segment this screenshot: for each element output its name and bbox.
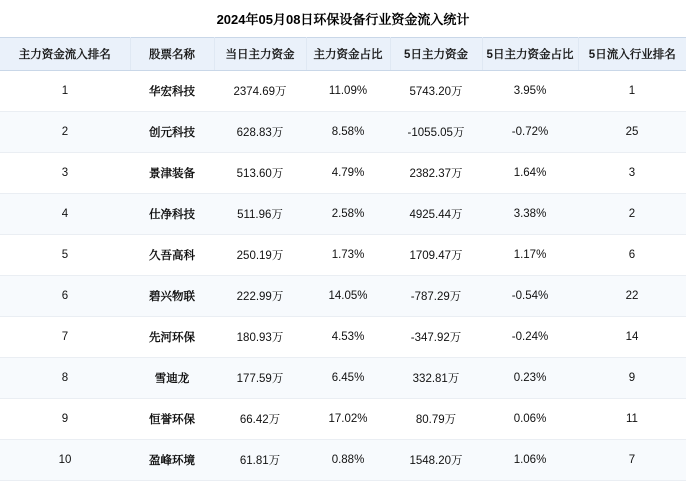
cell-rank: 7 bbox=[0, 317, 130, 358]
cell-rank: 3 bbox=[0, 153, 130, 194]
table-row bbox=[0, 317, 686, 358]
cell-5day-main-capital: 4925.44万 bbox=[390, 194, 482, 235]
column-header-main-capital-ratio: 主力资金占比 bbox=[306, 38, 390, 71]
cell-5day-main-capital-ratio: -0.72% bbox=[482, 112, 578, 153]
table-row bbox=[0, 399, 686, 440]
cell-5day-main-capital: 332.81万 bbox=[390, 358, 482, 399]
cell-main-capital-ratio: 8.58% bbox=[306, 112, 390, 153]
cell-5day-main-capital: 1548.20万 bbox=[390, 440, 482, 481]
cell-today-main-capital: 66.42万 bbox=[214, 399, 306, 440]
cell-rank: 9 bbox=[0, 399, 130, 440]
cell-5day-main-capital-ratio: 0.23% bbox=[482, 358, 578, 399]
cell-stock-name[interactable]: 先河环保 bbox=[130, 317, 214, 358]
cell-5day-main-capital-ratio: 1.17% bbox=[482, 235, 578, 276]
cell-main-capital-ratio: 14.05% bbox=[306, 276, 390, 317]
cell-5day-main-capital-ratio: -0.24% bbox=[482, 317, 578, 358]
cell-main-capital-ratio: 17.02% bbox=[306, 399, 390, 440]
cell-main-capital-ratio: 4.53% bbox=[306, 317, 390, 358]
cell-5day-main-capital: 5743.20万 bbox=[390, 71, 482, 112]
cell-5day-main-capital-ratio: 3.38% bbox=[482, 194, 578, 235]
column-header-rank: 主力资金流入排名 bbox=[0, 38, 130, 71]
cell-5day-main-capital-ratio: 0.06% bbox=[482, 399, 578, 440]
cell-stock-name[interactable]: 碧兴物联 bbox=[130, 276, 214, 317]
cell-today-main-capital: 250.19万 bbox=[214, 235, 306, 276]
cell-today-main-capital: 513.60万 bbox=[214, 153, 306, 194]
cell-main-capital-ratio: 1.73% bbox=[306, 235, 390, 276]
column-header-stock-name: 股票名称 bbox=[130, 38, 214, 71]
cell-today-main-capital: 222.99万 bbox=[214, 276, 306, 317]
cell-5day-main-capital: -347.92万 bbox=[390, 317, 482, 358]
table-row bbox=[0, 358, 686, 399]
column-header-5day-main-capital: 5日主力资金 bbox=[390, 38, 482, 71]
table-row bbox=[0, 71, 686, 112]
cell-stock-name[interactable]: 创元科技 bbox=[130, 112, 214, 153]
table-header bbox=[0, 38, 686, 71]
table-row bbox=[0, 276, 686, 317]
cell-5day-industry-rank: 14 bbox=[578, 317, 686, 358]
table-body bbox=[0, 71, 686, 481]
cell-5day-main-capital: -1055.05万 bbox=[390, 112, 482, 153]
cell-rank: 10 bbox=[0, 440, 130, 481]
cell-stock-name[interactable]: 雪迪龙 bbox=[130, 358, 214, 399]
cell-today-main-capital: 180.93万 bbox=[214, 317, 306, 358]
cell-5day-industry-rank: 6 bbox=[578, 235, 686, 276]
cell-5day-industry-rank: 1 bbox=[578, 71, 686, 112]
cell-5day-main-capital-ratio: -0.54% bbox=[482, 276, 578, 317]
cell-rank: 2 bbox=[0, 112, 130, 153]
cell-5day-industry-rank: 9 bbox=[578, 358, 686, 399]
cell-stock-name[interactable]: 久吾高科 bbox=[130, 235, 214, 276]
cell-rank: 5 bbox=[0, 235, 130, 276]
cell-5day-industry-rank: 22 bbox=[578, 276, 686, 317]
cell-rank: 4 bbox=[0, 194, 130, 235]
cell-5day-industry-rank: 3 bbox=[578, 153, 686, 194]
table-row bbox=[0, 194, 686, 235]
cell-main-capital-ratio: 6.45% bbox=[306, 358, 390, 399]
table-row bbox=[0, 112, 686, 153]
cell-stock-name[interactable]: 盈峰环境 bbox=[130, 440, 214, 481]
cell-5day-main-capital: 2382.37万 bbox=[390, 153, 482, 194]
cell-5day-main-capital: 1709.47万 bbox=[390, 235, 482, 276]
cell-5day-industry-rank: 11 bbox=[578, 399, 686, 440]
cell-today-main-capital: 61.81万 bbox=[214, 440, 306, 481]
table-header-row bbox=[0, 38, 686, 71]
cell-5day-main-capital-ratio: 1.64% bbox=[482, 153, 578, 194]
cell-today-main-capital: 628.83万 bbox=[214, 112, 306, 153]
cell-today-main-capital: 177.59万 bbox=[214, 358, 306, 399]
cell-5day-main-capital-ratio: 1.06% bbox=[482, 440, 578, 481]
cell-today-main-capital: 511.96万 bbox=[214, 194, 306, 235]
cell-5day-industry-rank: 7 bbox=[578, 440, 686, 481]
cell-stock-name[interactable]: 华宏科技 bbox=[130, 71, 214, 112]
page-title: 2024年05月08日环保设备行业资金流入统计 bbox=[216, 12, 470, 27]
cell-main-capital-ratio: 11.09% bbox=[306, 71, 390, 112]
cell-5day-main-capital: 80.79万 bbox=[390, 399, 482, 440]
cell-stock-name[interactable]: 景津装备 bbox=[130, 153, 214, 194]
cell-5day-main-capital: -787.29万 bbox=[390, 276, 482, 317]
cell-5day-industry-rank: 2 bbox=[578, 194, 686, 235]
capital-inflow-table bbox=[0, 37, 686, 481]
cell-rank: 6 bbox=[0, 276, 130, 317]
column-header-5day-main-capital-ratio: 5日主力资金占比 bbox=[482, 38, 578, 71]
cell-main-capital-ratio: 4.79% bbox=[306, 153, 390, 194]
column-header-today-main-capital: 当日主力资金 bbox=[214, 38, 306, 71]
cell-main-capital-ratio: 2.58% bbox=[306, 194, 390, 235]
table-row bbox=[0, 153, 686, 194]
cell-rank: 1 bbox=[0, 71, 130, 112]
cell-stock-name[interactable]: 恒誉环保 bbox=[130, 399, 214, 440]
cell-5day-main-capital-ratio: 3.95% bbox=[482, 71, 578, 112]
cell-rank: 8 bbox=[0, 358, 130, 399]
cell-stock-name[interactable]: 仕净科技 bbox=[130, 194, 214, 235]
column-header-5day-industry-rank: 5日流入行业排名 bbox=[578, 38, 686, 71]
cell-5day-industry-rank: 25 bbox=[578, 112, 686, 153]
cell-today-main-capital: 2374.69万 bbox=[214, 71, 306, 112]
cell-main-capital-ratio: 0.88% bbox=[306, 440, 390, 481]
table-row bbox=[0, 440, 686, 481]
table-row bbox=[0, 235, 686, 276]
